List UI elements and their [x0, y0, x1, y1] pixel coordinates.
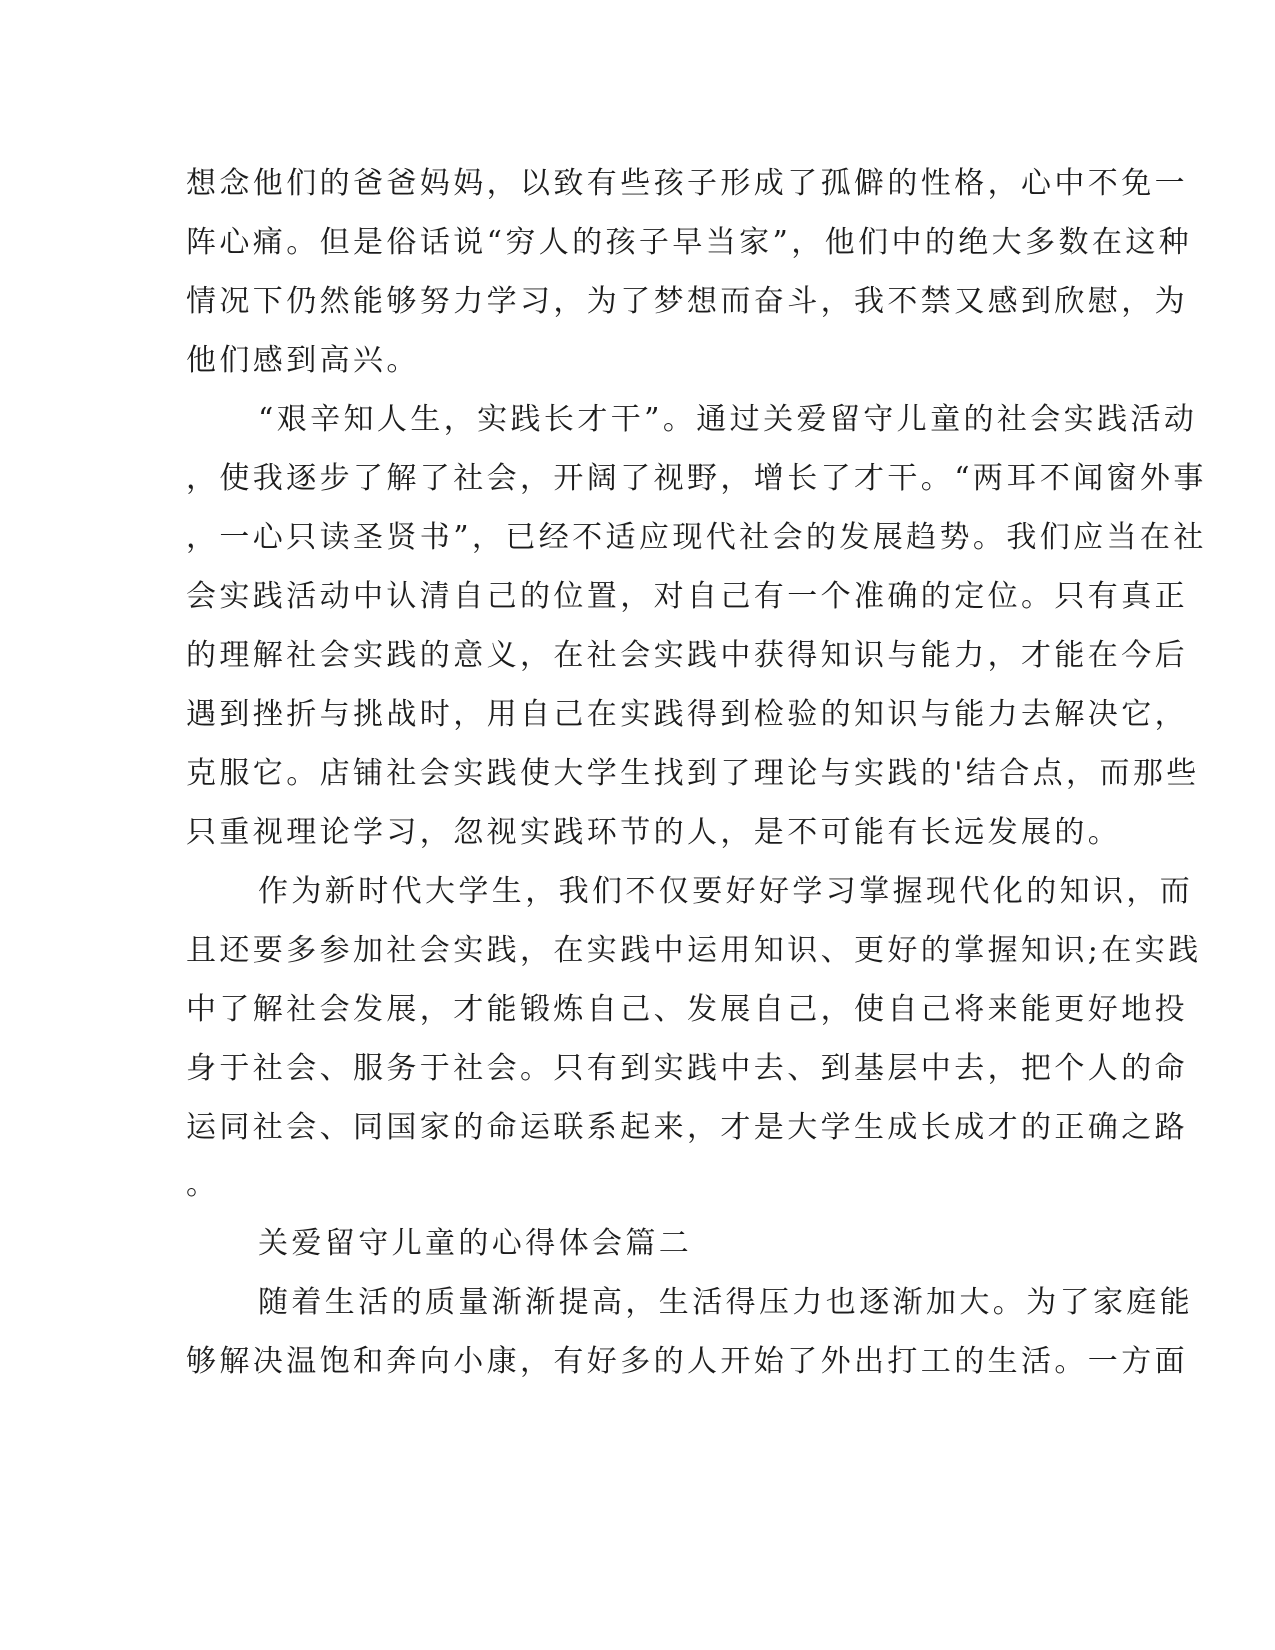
text-line: 阵心痛。但是俗话说“穷人的孩子早当家”，他们中的绝大多数在这种: [186, 225, 1193, 260]
paragraph-start-line: 随着生活的质量渐渐提高，生活得压力也逐渐加大。为了家庭能: [258, 1285, 1194, 1320]
text-line: 只重视理论学习，忽视实践环节的人，是不可能有长远发展的。: [186, 815, 1122, 850]
paragraph-start-line: “艰辛知人生，实践长才干”。通过关爱留守儿童的社会实践活动: [258, 402, 1198, 437]
text-line: 情况下仍然能够努力学习，为了梦想而奋斗，我不禁又感到欣慰，为: [186, 284, 1188, 319]
text-line: 克服它。店铺社会实践使大学生找到了理论与实践的'结合点，而那些: [186, 756, 1200, 791]
section-heading: 关爱留守儿童的心得体会篇二: [258, 1226, 693, 1261]
text-line: ，一心只读圣贤书”，已经不适应现代社会的发展趋势。我们应当在社: [186, 520, 1207, 555]
text-line: 且还要多参加社会实践，在实践中运用知识、更好的掌握知识;在实践: [186, 933, 1202, 968]
text-line: 他们感到高兴。: [186, 343, 420, 378]
text-line: 中了解社会发展，才能锻炼自己、发展自己，使自己将来能更好地投: [186, 992, 1188, 1027]
text-line: ，使我逐步了解了社会，开阔了视野，增长了才干。“两耳不闻窗外事: [186, 461, 1207, 496]
text-line: 运同社会、同国家的命运联系起来，才是大学生成长成才的正确之路: [186, 1110, 1188, 1145]
text-line: 遇到挫折与挑战时，用自己在实践得到检验的知识与能力去解决它，: [186, 697, 1188, 732]
text-line: 。: [186, 1167, 220, 1202]
text-line: 想念他们的爸爸妈妈，以致有些孩子形成了孤僻的性格，心中不免一: [186, 166, 1188, 201]
text-line: 身于社会、服务于社会。只有到实践中去、到基层中去，把个人的命: [186, 1051, 1188, 1086]
text-line: 的理解社会实践的意义，在社会实践中获得知识与能力，才能在今后: [186, 638, 1188, 673]
text-line: 够解决温饱和奔向小康，有好多的人开始了外出打工的生活。一方面: [186, 1344, 1188, 1379]
paragraph-start-line: 作为新时代大学生，我们不仅要好好学习掌握现代化的知识，而: [258, 874, 1194, 909]
text-line: 会实践活动中认清自己的位置，对自己有一个准确的定位。只有真正: [186, 579, 1188, 614]
